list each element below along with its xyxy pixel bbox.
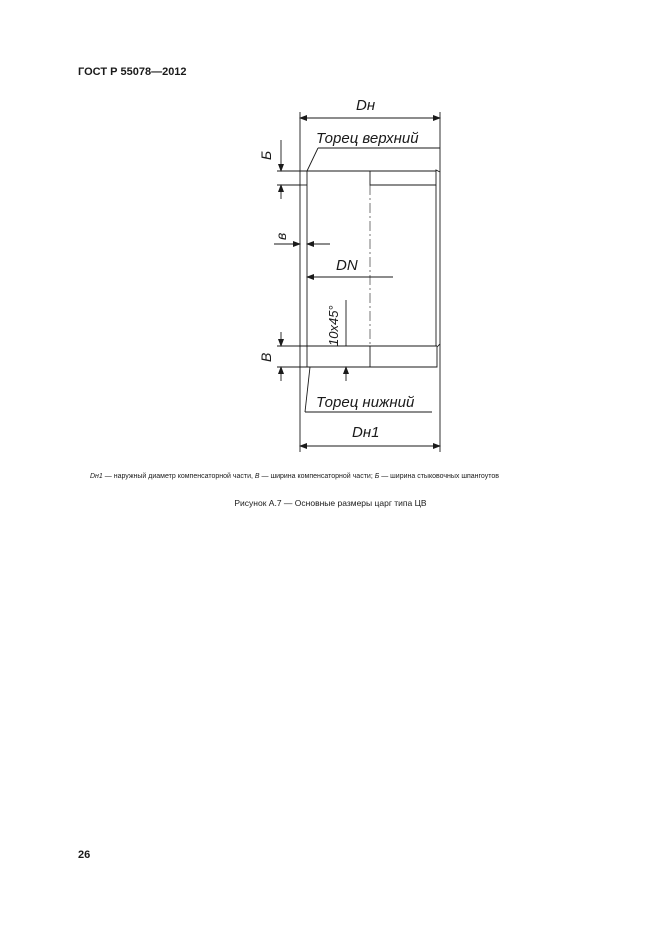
legend-symbol-b: Б — [374, 473, 380, 480]
page-number: 26 — [78, 849, 91, 861]
label-top-end: Торец верхний — [316, 130, 419, 147]
legend-text-3: — ширина стыковочных шпангоутов — [379, 473, 499, 480]
label-dn: DN — [336, 257, 358, 274]
legend-symbol-dn1: Dн1 — [90, 473, 103, 480]
legend-symbol-v: В — [254, 473, 260, 480]
label-dn-outer: Dн — [356, 97, 376, 114]
label-dn1: Dн1 — [352, 424, 380, 441]
label-chamfer: 10x45° — [326, 305, 341, 346]
legend-text-1: — наружный диаметр компенсаторной части, — [102, 473, 255, 480]
label-v-lower: в — [273, 232, 289, 240]
label-b-upper: Б — [258, 150, 274, 160]
label-b-lower: В — [258, 352, 274, 362]
legend-text-2: — ширина компенсаторной части; — [259, 473, 375, 480]
figure-caption: Рисунок А.7 — Основные размеры царг типа ЦВ — [234, 498, 427, 508]
figure-legend — [90, 473, 499, 480]
document-header: ГОСТ Р 55078—2012 — [78, 66, 187, 78]
label-bottom-end: Торец нижний — [316, 394, 415, 411]
